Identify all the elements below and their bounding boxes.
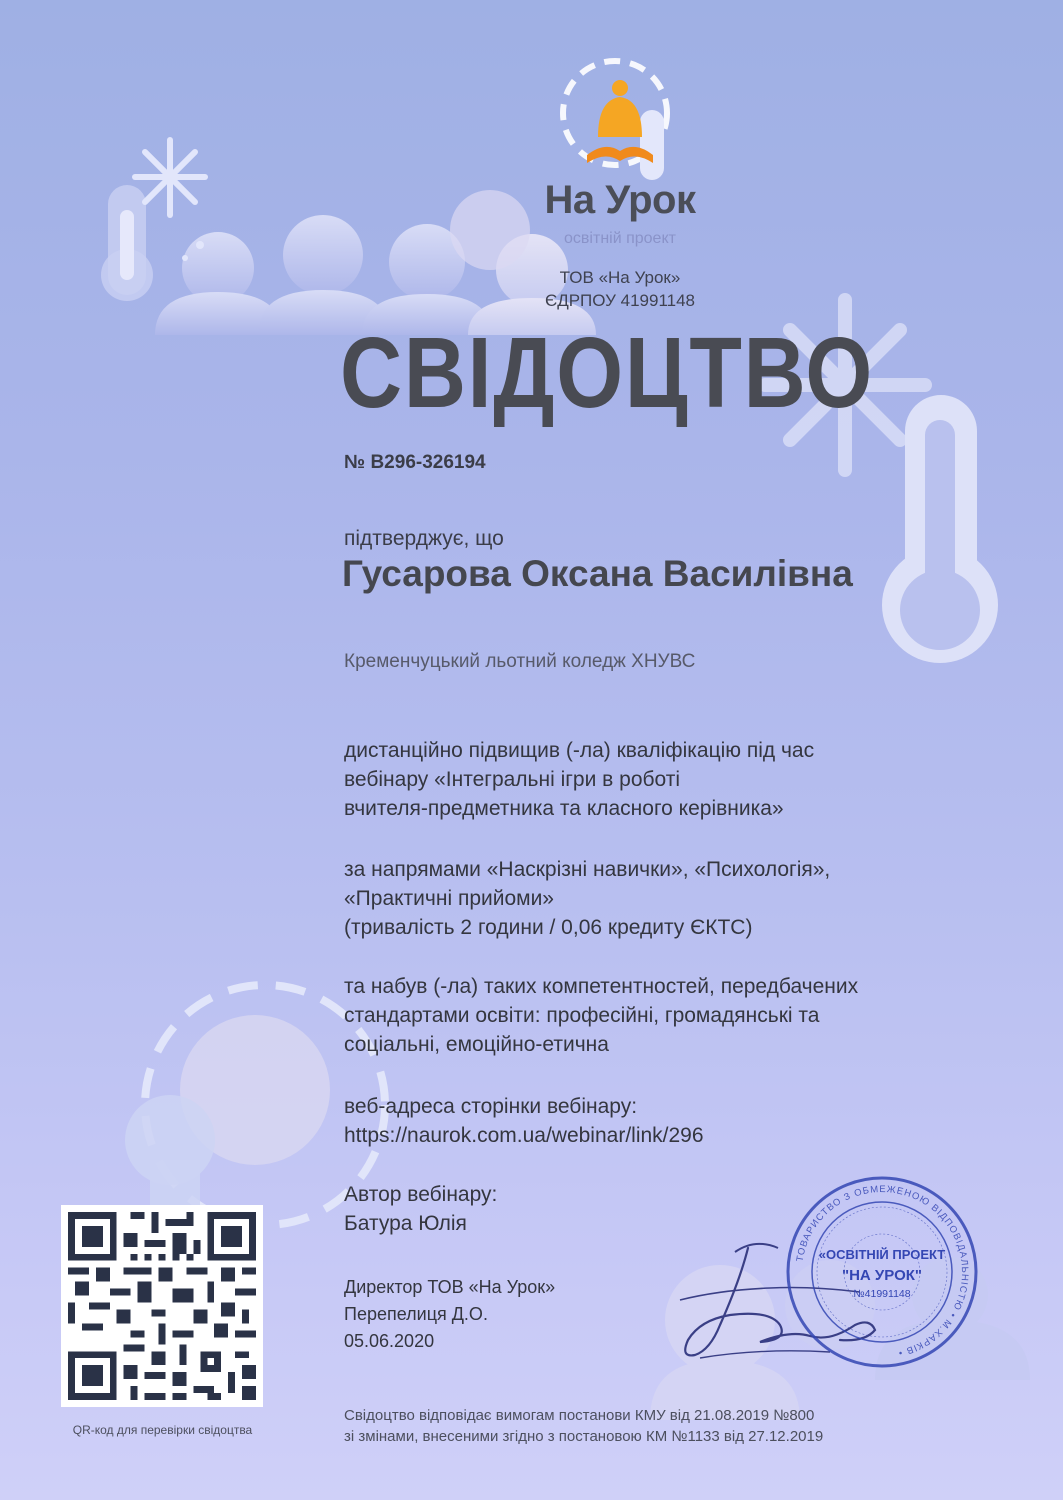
- text-line: та набув (-ла) таких компетентностей, передбачених: [344, 975, 859, 998]
- text-line: дистанційно підвищив (-ла) кваліфікацію під час: [344, 739, 815, 762]
- snowflake-icon: [135, 140, 205, 215]
- text-line: вчителя-предметника та класного керівника»: [344, 797, 784, 820]
- certificate-title: СВІДОЦТВО: [340, 317, 874, 429]
- text-line: «Практичні прийоми»: [344, 887, 554, 910]
- text-line: за напрямами «Наскрізні навички», «Психологія»,: [344, 858, 831, 881]
- author-name: Батура Юлія: [344, 1212, 467, 1235]
- company-code: ЄДРПОУ 41991148: [544, 291, 696, 310]
- competencies-paragraph: [344, 972, 984, 1059]
- svg-text:«ОСВІТНІЙ ПРОЕКТ: «ОСВІТНІЙ ПРОЕКТ: [818, 1247, 946, 1262]
- company-info: [460, 266, 780, 312]
- qr-caption: QR-код для перевірки свідоцтва: [72, 1423, 253, 1437]
- director-label: Директор ТОВ «На Урок»: [344, 1277, 556, 1297]
- company-name: ТОВ «На Урок»: [559, 268, 681, 287]
- qualification-paragraph: [344, 736, 984, 823]
- svg-text:№41991148: №41991148: [853, 1288, 911, 1300]
- certificate-number: № В296-326194: [344, 452, 486, 473]
- recipient-name: Гусарова Оксана Василівна: [342, 553, 853, 594]
- text-line: соціальні, емоційно-етична: [344, 1033, 609, 1056]
- confirms-text: підтверджує, що: [344, 527, 504, 550]
- webinar-address-block: [344, 1092, 984, 1150]
- bell-logo-icon: [550, 55, 690, 180]
- qr-code-graphic: [61, 1205, 263, 1407]
- directions-paragraph: [344, 855, 984, 942]
- footer-line: зі змінами, внесеними згідно з постановою КМ №1133 від 27.12.2019: [344, 1428, 824, 1445]
- brand-tagline: освітній проект: [564, 230, 676, 247]
- webinar-address-label: веб-адреса сторінки вебінару:: [344, 1095, 638, 1118]
- company-stamp: [785, 1175, 980, 1370]
- brand-name: На Урок: [544, 178, 696, 222]
- svg-text:"НА УРОК": "НА УРОК": [841, 1267, 923, 1284]
- institution-name: Кременчуцький льотний коледж ХНУВС: [344, 651, 696, 672]
- issue-date: 05.06.2020: [344, 1331, 435, 1351]
- svg-text:ТОВАРИСТВО З ОБМЕЖЕНОЮ ВІДПОВІ: ТОВАРИСТВО З ОБМЕЖЕНОЮ ВІДПОВІДАЛЬНІСТЮ • М.ХАРКІВ •: [794, 1183, 971, 1359]
- director-name: Перепелиця Д.О.: [344, 1304, 488, 1324]
- qr-code[interactable]: [61, 1205, 263, 1407]
- text-line: стандартами освіти: професійні, громадянські та: [344, 1004, 820, 1027]
- text-line: (тривалість 2 години / 0,06 кредиту ЄКТС): [344, 916, 753, 939]
- author-label: Автор вебінару:: [344, 1183, 498, 1206]
- webinar-link[interactable]: https://naurok.com.ua/webinar/link/296: [344, 1124, 704, 1147]
- footer-note: [344, 1405, 823, 1447]
- text-line: вебінару «Інтегральні ігри в роботі: [344, 768, 681, 791]
- footer-line: Свідоцтво відповідає вимогам постанови КМУ від 21.08.2019 №800: [344, 1407, 815, 1424]
